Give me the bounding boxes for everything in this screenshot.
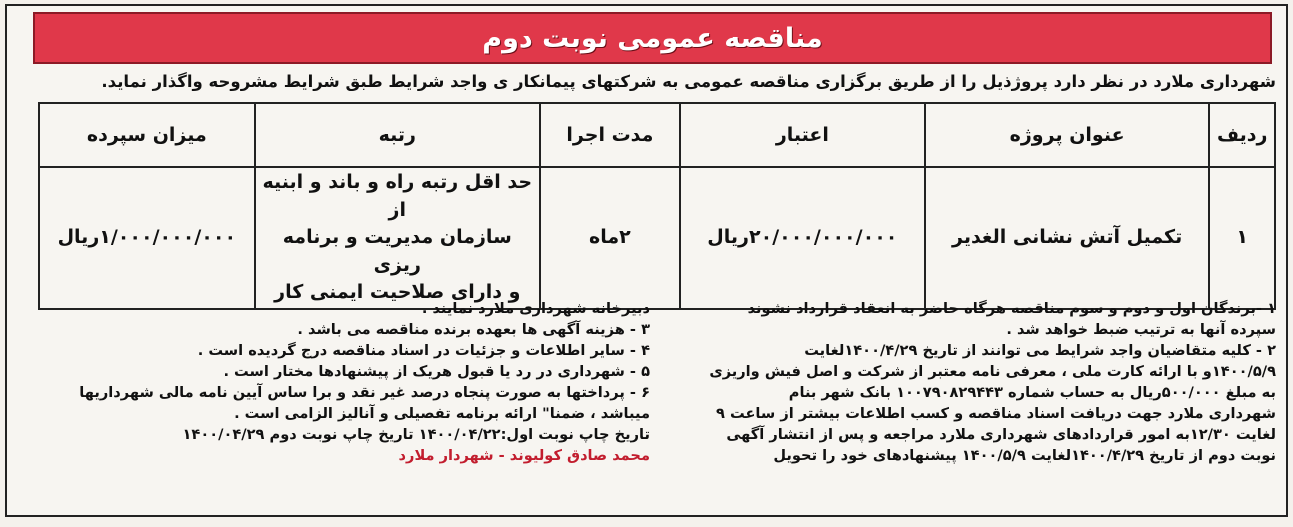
condition-line: ۵ - شهرداری در رد یا قبول هریک از پیشنهادها مختار است . <box>223 363 650 380</box>
header-duration: مدت اجرا <box>540 103 680 167</box>
condition-line: سپرده آنها به ترتیب ضبط خواهد شد . <box>1006 321 1276 338</box>
table-header-row <box>39 103 1275 167</box>
projects-table <box>38 102 1276 310</box>
condition-line: ۲ - کلیه متقاضیان واجد شرایط می توانند از تاریخ ۱۴۰۰/۴/۲۹لغایت <box>804 342 1276 359</box>
condition-line: دبیرخانه شهرداری ملارد نمایند . <box>421 300 650 317</box>
header-row-number: ردیف <box>1209 103 1275 167</box>
condition-line: شهرداری ملارد جهت دریافت اسناد مناقصه و کسب اطلاعات بیشتر از ساعت ۹ <box>716 405 1276 422</box>
cell-duration: ۲ماه <box>540 167 680 309</box>
table-row <box>39 167 1275 309</box>
cell-deposit: ۱/۰۰۰/۰۰۰/۰۰۰ریال <box>39 167 255 309</box>
header-deposit: میزان سپرده <box>39 103 255 167</box>
header-credit: اعتبار <box>680 103 925 167</box>
grade-line: و دارای صلاحیت ایمنی کار <box>274 281 521 304</box>
signature: محمد صادق کولیوند - شهردار ملارد <box>398 447 650 464</box>
condition-line: ۳ - هزینه آگهی ها بعهده برنده مناقصه می باشد . <box>297 321 650 338</box>
condition-line: ۱۴۰۰/۵/۹و با ارائه کارت ملی ، معرفی نامه معتبر از شرکت و اصل فیش واریزی <box>709 363 1276 380</box>
condition-line: ۱ -برندگان اول و دوم و سوم مناقصه هرگاه حاضر به انعقاد قرارداد نشوند <box>747 300 1276 317</box>
conditions <box>17 298 1276 509</box>
grade-line: سازمان مدیریت و برنامه ریزی <box>282 226 512 276</box>
cell-project-title: تکمیل آتش نشانی الغدیر <box>925 167 1210 309</box>
conditions-right-column <box>656 298 1276 509</box>
condition-line: لغایت ۱۲/۳۰به امور قراردادهای شهرداری ملارد مراجعه و پس از انتشار آگهی <box>726 426 1276 443</box>
conditions-left-column <box>17 298 656 509</box>
header-grade: رتبه <box>255 103 540 167</box>
cell-row-number: ۱ <box>1209 167 1275 309</box>
condition-line: میباشد ، ضمنا" ارائه برنامه تفصیلی و آنالیز الزامی است . <box>234 405 650 422</box>
cell-grade <box>255 167 540 309</box>
header-project-title: عنوان پروژه <box>925 103 1210 167</box>
condition-line: نوبت دوم از تاریخ ۱۴۰۰/۴/۲۹لغایت ۱۴۰۰/۵/۹ پیشنهادهای خود را تحویل <box>773 447 1276 464</box>
condition-line: به مبلغ ۵۰۰/۰۰۰ریال به حساب شماره ۱۰۰۷۹۰۸۲۹۴۴۳ بانک شهر بنام <box>788 384 1276 401</box>
condition-line: ۶ - پرداختها به صورت پنجاه درصد غیر نقد و برا ساس آیین نامه مالی شهرداریها <box>79 384 650 401</box>
notice-title: مناقصه عمومی نوبت دوم <box>482 22 823 54</box>
title-banner <box>33 12 1272 64</box>
tender-notice <box>5 4 1288 517</box>
grade-line: حد اقل رتبه راه و باند و ابنیه از <box>262 171 533 221</box>
intro-text: شهرداری ملارد در نظر دارد پروژذیل را از طریق برگزاری مناقصه عمومی به شرکتهای پیمانکار ی واجد شرایط طبق شرایط مشروحه واگذار نماید. <box>101 72 1276 91</box>
print-dates: تاریخ چاپ نوبت اول:۱۴۰۰/۰۴/۲۲ تاریخ چاپ نوبت دوم ۱۴۰۰/۰۴/۲۹ <box>182 426 650 443</box>
cell-credit: ۲۰/۰۰۰/۰۰۰/۰۰۰ریال <box>680 167 925 309</box>
condition-line: ۴ - سایر اطلاعات و جزئیات در اسناد مناقصه درج گردیده است . <box>197 342 650 359</box>
